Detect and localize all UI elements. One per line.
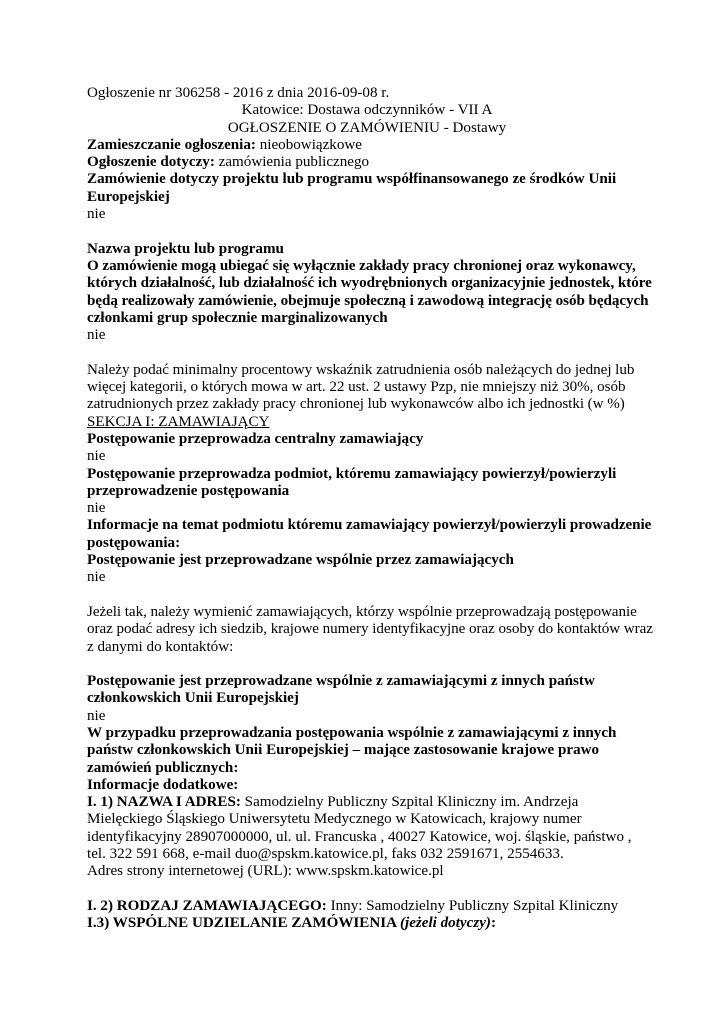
- project-name-label: Nazwa projektu lub programu: [87, 240, 284, 257]
- joint-award-row: [87, 915, 647, 932]
- name-address-label: I. 1) NAZWA I ADRES:: [87, 794, 241, 811]
- if-yes-text: Jeżeli tak, należy wymienić zamawiających, którzy wspólnie przeprowadzają postępowanie: [87, 603, 637, 620]
- central-purchaser-label: Postępowanie przeprowadza centralny zamawiający: [87, 430, 424, 447]
- if-yes-text-2: oraz podać adresy ich siedzib, krajowe numery identyfikacyjne oraz osoby do kontaktów wraz: [87, 621, 653, 638]
- purchaser-type-value: Inny: Samodzielny Publiczny Szpital Kliniczny: [326, 897, 619, 914]
- applicable-law-label-2: państw członkowskich Unii Europejskiej – mające zastosowanie krajowe prawo: [87, 742, 600, 759]
- entrusted-entity-label: Postępowanie przeprowadza podmiot, któremu zamawiający powierzył/powierzyli: [87, 465, 617, 482]
- name-address-line-2: Mielęckiego Śląskiego Uniwersytetu Medycznego w Katowicach, krajowy numer: [87, 811, 582, 828]
- sheltered-label-4: członkami grup społecznie marginalizowanych: [87, 309, 388, 326]
- city-title: Katowice: Dostawa odczynników - VII A: [241, 102, 493, 119]
- sheltered-value: nie: [87, 327, 106, 344]
- concerns-row: [87, 154, 647, 171]
- sheltered-label: O zamówienie mogą ubiegać się wyłącznie zakłady pracy chronionej oraz wykonawcy,: [87, 257, 636, 274]
- entity-info-label-2: postępowania:: [87, 534, 181, 551]
- spacer: [87, 344, 647, 361]
- contact-line: tel. 322 591 668, e-mail duo@spskm.katowice.pl, faks 032 2591671, 2554633.: [87, 846, 564, 863]
- document-page: [87, 85, 653, 933]
- joint-eu-label-2: członkowskich Unii Europejskiej: [87, 690, 299, 707]
- posting-label: Zamieszczanie ogłoszenia:: [87, 136, 256, 153]
- entrusted-entity-value: nie: [87, 500, 106, 517]
- sheltered-label-3: będą realizowały zamówienie, obejmuje społeczną i zawodową integrację osób będących: [87, 292, 649, 309]
- joint-procurement-value: nie: [87, 569, 106, 586]
- applicable-law-label-3: zamówień publicznych:: [87, 759, 239, 776]
- eu-funding-value: nie: [87, 206, 106, 223]
- entrusted-entity-label-2: przeprowadzenie postępowania: [87, 482, 290, 499]
- spacer: [87, 656, 647, 673]
- joint-eu-label: Postępowanie jest przeprowadzane wspólnie z zamawiającymi z innych państw: [87, 673, 595, 690]
- eu-funding-label-cont: Europejskiej: [87, 188, 170, 205]
- joint-award-colon: :: [490, 915, 496, 932]
- central-purchaser-value: nie: [87, 448, 106, 465]
- spacer: [87, 587, 647, 604]
- applicable-law-label: W przypadku przeprowadzania postępowania wspólnie z zamawiającymi z innych: [87, 724, 617, 741]
- name-address-value: Samodzielny Publiczny Szpital Kliniczny im. Andrzeja: [240, 794, 579, 811]
- spacer: [87, 223, 647, 240]
- sheltered-label-2: których działalność, lub działalność ich wyodrębnionych organizacyjnie jednostek, które: [87, 275, 652, 292]
- joint-procurement-label: Postępowanie jest przeprowadzane wspólnie przez zamawiających: [87, 552, 514, 569]
- website-line: Adres strony internetowej (URL): www.spskm.katowice.pl: [87, 863, 444, 880]
- joint-eu-value: nie: [87, 707, 106, 724]
- name-address-line-3: identyfikacyjny 28907000000, ul. ul. Francuska , 40027 Katowice, woj. śląskie, państwo ,: [87, 828, 632, 845]
- entity-info-label: Informacje na temat podmiotu któremu zamawiający powierzył/powierzyli prowadzenie: [87, 517, 652, 534]
- concerns-label: Ogłoszenie dotyczy:: [87, 154, 215, 171]
- min-employment-text-3: zatrudnionych przez zakłady pracy chronionej lub wykonawców albo ich jednostki (w %): [87, 396, 625, 413]
- purchaser-type-label: I. 2) RODZAJ ZAMAWIAJĄCEGO:: [87, 897, 327, 914]
- notice-number: Ogłoszenie nr 306258 - 2016 z dnia 2016-09-08 r.: [87, 85, 390, 101]
- section-1-heading: SEKCJA I: ZAMAWIAJĄCY: [87, 413, 270, 430]
- posting-row: [87, 137, 647, 154]
- document-title: OGŁOSZENIE O ZAMÓWIENIU - Dostawy: [227, 119, 507, 136]
- purchaser-type-row: [87, 898, 647, 915]
- if-yes-text-3: z danymi do kontaktów:: [87, 638, 234, 655]
- min-employment-text: Należy podać minimalny procentowy wskaźnik zatrudnienia osób należących do jednej lub: [87, 361, 635, 378]
- additional-info-label: Informacje dodatkowe:: [87, 776, 239, 793]
- joint-award-label: I.3) WSPÓLNE UDZIELANIE ZAMÓWIENIA: [87, 915, 400, 932]
- posting-value: nieobowiązkowe: [255, 136, 362, 153]
- min-employment-text-2: więcej kategorii, o których mowa w art. 22 ust. 2 ustawy Pzp, nie mniejszy niż 30%, osób: [87, 379, 626, 396]
- eu-funding-label: Zamówienie dotyczy projektu lub programu współfinansowanego ze środków Unii: [87, 171, 617, 188]
- joint-award-note: (jeżeli dotyczy): [399, 915, 491, 932]
- spacer: [87, 881, 647, 898]
- concerns-value: zamówienia publicznego: [214, 154, 370, 171]
- name-address-row: [87, 794, 647, 811]
